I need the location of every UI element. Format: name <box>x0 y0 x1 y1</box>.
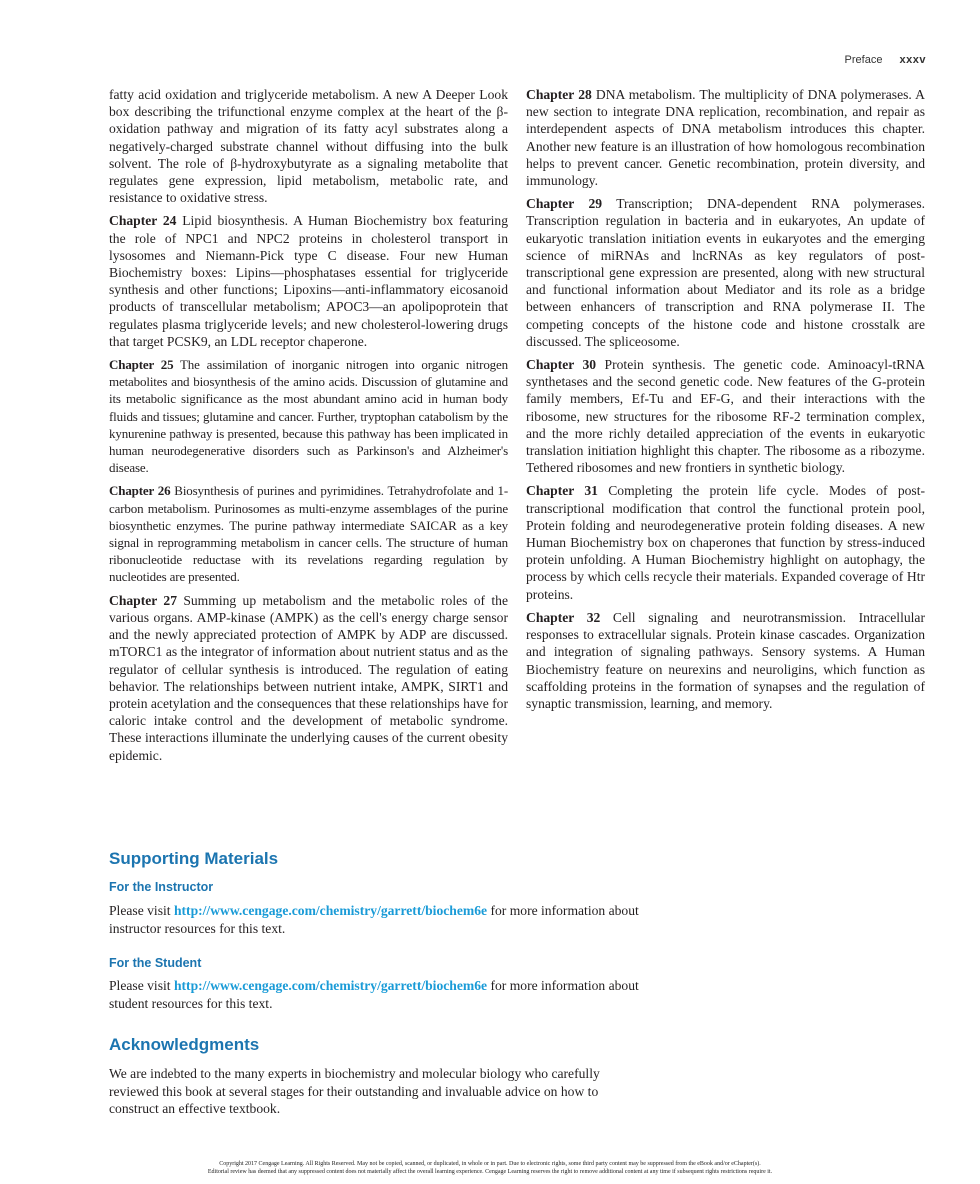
student-link[interactable]: http://www.cengage.com/chemistry/garrett/biochem6e <box>173 978 488 993</box>
for-instructor-heading: For the Instructor <box>109 880 214 894</box>
chapter-text: Lipid biosynthesis. A Human Biochemistry box featuring the role of NPC1 and NPC2 proteins in cholesterol transport in lysosomes and Niemann-Pick type C disease. Four new Human Biochemistry boxes: Lipins—phosphatases essential for triglyceride synthesis and other functions; Lipoxins—anti-inflammatory eicosanoid products of transcellular metabolism; APOC3—an apolipoprotein that regulates plasma triglyceride levels; and new cholesterol-lowering drugs that target PCSK9, an LDL receptor chaperone. <box>109 213 508 349</box>
chapter-paragraph <box>109 356 508 476</box>
chapter-label: Chapter 25 <box>109 357 174 373</box>
left-column <box>109 86 508 770</box>
chapter-label: Chapter 31 <box>526 483 598 499</box>
chapter-label: Chapter 24 <box>109 213 177 229</box>
chapter-text: fatty acid oxidation and triglyceride metabolism. A new A Deeper Look box describing the trifunctional enzyme complex at the heart of the β-oxidation pathway and migration of its fatty acyl substrates along a negatively-charged substrate channel without diffusing into the bulk solvent. The role of β-hydroxybutyrate as a signaling metabolite that regulates gene expression, lipid metabolism, metabolic rate, and resistance to oxidative stress. <box>109 87 508 206</box>
chapter-label: Chapter 26 <box>109 483 171 499</box>
chapter-paragraph <box>526 86 925 189</box>
chapter-text: Protein synthesis. The genetic code. Aminoacyl-tRNA synthetases and the second genetic code. New features of the G-protein family members, Ef-Tu and EF-G, and their interactions with the ribosome, new structures for the ribosome RF-2 termination complex, and the more richly detailed appreciation of the events in eukaryotic translation initiation highlight this chapter. The ribosome as a ribozyme. Tethered ribosomes and new frontiers in synthetic biology. <box>526 357 926 476</box>
chapter-paragraph <box>526 356 925 476</box>
supporting-materials-heading: Supporting Materials <box>109 849 279 868</box>
chapter-paragraph <box>109 212 508 350</box>
chapter-text: Biosynthesis of purines and pyrimidines. Tetrahydrofolate and 1-carbon metabolism. Purinosomes as multi-enzyme assemblages of the purine biosynthetic enzymes. The purine pathway intermediate SAICAR as a key signal in reprogramming metabolism in cancer cells. The structure of human ribonucleotide reductase with its revelations regarding regulation by nucleotides are presented. <box>109 483 508 585</box>
copyright-footer <box>0 1160 980 1176</box>
chapter-paragraph <box>109 86 508 206</box>
running-head <box>845 54 926 66</box>
instructor-text-post: for more information about instructor resources for this text. <box>109 903 639 936</box>
chapter-text: Transcription; DNA-dependent RNA polymerases. Transcription regulation in bacteria and in eukaryotes, An update of eukaryotic translation initiation events in eukaryotes and the emerging science of miRNAs and lncRNAs as key regulators of post-transcriptional gene expression are presented, along with new structural and functional information about Mediator and its role as a bridge between enhancers of transcription and RNA polymerase II. The competing concepts of the histone code and histone crosstalk are discussed. The spliceosome. <box>526 196 926 349</box>
chapter-paragraph <box>526 195 925 350</box>
student-text-pre: Please visit <box>109 978 174 993</box>
instructor-text-pre: Please visit <box>109 903 174 918</box>
instructor-link[interactable]: http://www.cengage.com/chemistry/garrett/biochem6e <box>173 903 488 918</box>
acknowledgments-heading: Acknowledgments <box>109 1035 260 1054</box>
chapter-label: Chapter 27 <box>109 592 177 608</box>
chapter-text: The assimilation of inorganic nitrogen into organic nitrogen metabolites and biosynthesis of the amino acids. Discussion of glutamine and its metabolic significance as the most abundant amino acid in human body fluids and tissues; glutamine and cancer. Further, tryptophan catabolism by the kynurenine pathway is presented, because this pathway has been implicated in human neurodegenerative disorders such as Parkinson's and Alzheimer's disease. <box>109 357 509 476</box>
chapter-text: DNA metabolism. The multiplicity of DNA polymerases. A new section to integrate DNA replication, recombination, and repair as interdependent aspects of DNA metabolism introduces this chapter. Another new feature is an illustration of how homologous recombination helps to prevent cancer. Genetic recombination, protein diversity, and immunology. <box>526 87 925 189</box>
copyright-line-1: Copyright 2017 Cengage Learning. All Rights Reserved. May not be copied, scanned, or duplicated, in whole or in part. Due to electronic rights, some third party content may be suppressed from the eBook and/or eChapter(s). <box>219 1161 761 1167</box>
chapter-paragraph <box>526 482 925 602</box>
chapter-paragraph <box>109 592 508 764</box>
chapter-text: Completing the protein life cycle. Modes of post-transcriptional modification that control the functional protein pool, Protein folding and neurodegenerative protein folding diseases. A new Human Biochemistry box on chaperones that function by stress-induced protein unfolding. A Human Biochemistry highlight on autophagy, the process by which cells recycle their materials. Expanded coverage of Htr proteins. <box>526 483 926 602</box>
instructor-paragraph <box>109 902 649 937</box>
student-text-post: for more information about student resources for this text. <box>109 978 639 1011</box>
page-number: xxxv <box>899 54 926 66</box>
right-column <box>526 86 925 718</box>
acknowledgments-paragraph: We are indebted to the many experts in biochemistry and molecular biology who carefully reviewed this book at several stages for their outstanding and invaluable advice on how to construct an effective textbook. <box>109 1066 600 1116</box>
chapter-label: Chapter 32 <box>526 609 601 625</box>
chapter-paragraph <box>526 609 925 712</box>
chapter-paragraph <box>109 482 508 585</box>
copyright-line-2: Editorial review has deemed that any suppressed content does not materially affect the overall learning experience. Cengage Learning reserves the right to remove additional content at any time if subsequent rights restrictions require it. <box>207 1169 773 1175</box>
chapter-label: Chapter 29 <box>526 196 603 212</box>
for-student-heading: For the Student <box>109 956 202 970</box>
student-paragraph <box>109 977 649 1012</box>
chapter-label: Chapter 28 <box>526 87 592 102</box>
running-head-section: Preface <box>844 54 883 66</box>
chapter-label: Chapter 30 <box>526 357 597 373</box>
chapter-text: Cell signaling and neurotransmission. Intracellular responses to extracellular signals. Protein kinase cascades. Organization and integration of signaling pathways. Sensory systems. A Human Biochemistry feature on neurexins and neuroligins, which function as scaffolding proteins in the formation of synapses and the regulation of synaptic transmission, learning, and memory. <box>526 609 925 711</box>
chapter-text: Summing up metabolism and the metabolic roles of the various organs. AMP-kinase (AMPK) as the cell's energy charge sensor and the newly appreciated protection of AMPK by ADP are discussed. mTORC1 as the integrator of information about nutrient status and as the regulator of cellular synthesis is introduced. The regulation of eating behavior. The relationships between nutrient intake, AMPK, SIRT1 and protein acetylation and the consequences that these relationships have for caloric intake control and the development of metabolic syndrome. These interactions illuminate the underlying causes of the current obesity epidemic. <box>109 592 508 763</box>
